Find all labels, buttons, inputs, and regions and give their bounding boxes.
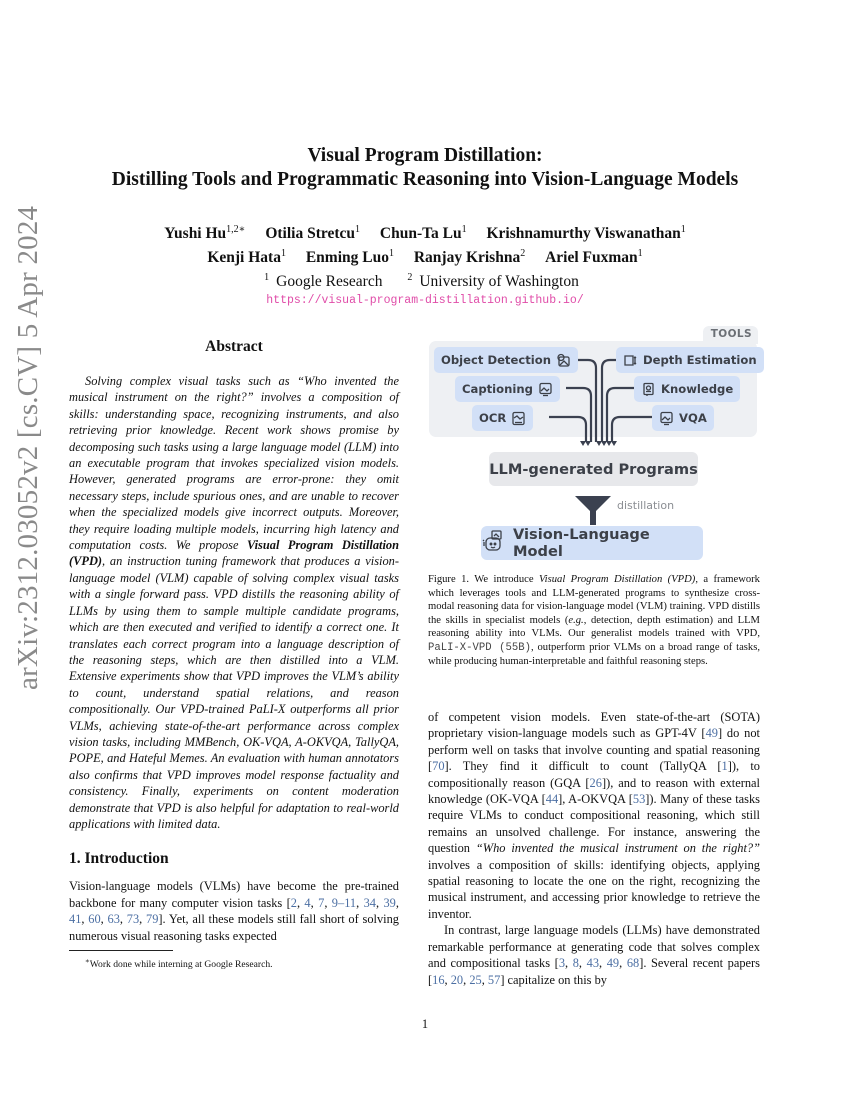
citation-link[interactable]: 44: [545, 792, 559, 807]
affiliation: $^1$ Google Research: [264, 272, 383, 290]
tool-chip-vqa: VQA: [652, 405, 714, 431]
object-detection-icon: [556, 353, 571, 368]
abstract-heading: Abstract: [205, 338, 263, 355]
author: Chun-Ta Lu$^1$: [379, 224, 467, 242]
citation-link[interactable]: 4: [304, 895, 311, 910]
connector-depth: [602, 360, 618, 442]
citation-link[interactable]: 3: [558, 956, 566, 971]
paper-header: [0, 144, 850, 307]
citation-link[interactable]: 41: [69, 912, 82, 927]
citation-link[interactable]: 63: [107, 912, 120, 927]
page-number: 1: [421, 1017, 429, 1031]
author: Krishnamurthy Viswanathan$^1$: [486, 224, 686, 242]
abstract-text: Solving complex visual tasks such as “Who invented the musical instrument on the right?” involves a composition of skills: understanding space, recognizing instruments, and also retrieving prior knowledge. Recent work shows promise by decomposing such tasks using a large language model (LLM) into an executable program that invokes specialized vision models. However, generated programs are error-prone: they omit necessary steps, include spurious ones, and are unable to recover when the specialized models give incorrect outputs. Moreover, they require loading multiple models, incurring high latency and computation costs. We propose Visual Program Distillation (VPD), an instruction tuning framework that produces a vision-language model (VLM) capable of solving complex visual tasks with a single forward pass. VPD distills the reasoning ability of LLMs by using them to sample multiple candidate programs, which are then executed and verified to identify a correct one. It translates each correct program into a language description of the reasoning steps, which are then distilled into a VLM. Extensive experiments show that VPD improves the VLM’s ability to count, understand spatial relations, and reason compositionally. Our VPD-trained PaLI-X outperforms all prior VLMs, achieving state-of-the-art performance across complex vision tasks, including MMBench, OK-VQA, A-OKVQA, TallyQA, POPE, and Hateful Memes. An evaluation with human annotators also confirms that VPD improves model response factuality and consistency. Finally, experiments on content moderation demonstrate that VPD is also helpful for adaptation to real-world applications with limited data.: [69, 374, 399, 831]
author-row-2: [0, 244, 850, 268]
vision-language-model-box: Vision-Language Model: [481, 526, 703, 560]
citation-link[interactable]: 9–11: [331, 895, 357, 910]
citation-link[interactable]: 16: [432, 972, 445, 987]
affiliations: [0, 268, 850, 291]
citation-link[interactable]: 2: [290, 895, 297, 910]
author: Kenji Hata$^1$: [207, 248, 286, 266]
author-list: [0, 220, 850, 268]
paper-title: [0, 144, 850, 192]
author: Ranjay Krishna$^2$: [413, 248, 526, 266]
citation-link[interactable]: 7: [318, 895, 325, 910]
captioning-icon: [538, 382, 553, 397]
citation-link[interactable]: 1: [721, 759, 728, 774]
citation-link[interactable]: 39: [383, 895, 396, 910]
title-line-2: Distilling Tools and Programmatic Reasoning into Vision-Language Models: [111, 169, 739, 190]
title-line-1: Visual Program Distillation:: [307, 145, 543, 166]
citation-link[interactable]: 25: [469, 972, 482, 987]
tool-chip-ocr: OCR: [472, 405, 533, 431]
tool-chip-captioning: Captioning: [455, 376, 560, 402]
arxiv-identifier-stamp: arXiv:2312.03052v2 [cs.CV] 5 Apr 2024: [12, 205, 44, 690]
robot-icon: [481, 530, 505, 556]
citation-link[interactable]: 73: [126, 912, 140, 927]
model-name: PaLI-X-VPD (55B): [428, 641, 531, 654]
citation-link[interactable]: 79: [146, 912, 159, 927]
connector-captioning: [566, 388, 591, 442]
footnote-divider: [69, 950, 173, 951]
author-row-1: [0, 220, 850, 244]
section-heading-introduction: 1. Introduction: [69, 850, 169, 868]
citation-link[interactable]: 43: [586, 956, 600, 971]
right-column-text: [428, 709, 760, 988]
footnote: ∗Work done while interning at Google Research.: [85, 957, 273, 971]
tool-chip-depth-estimation: Depth Estimation: [616, 347, 764, 373]
intro-paragraph: Vision-language models (VLMs) have become the pre-trained backbone for many computer vision tasks [2, 4, 7, 9–11, 34, 39, 41, 60, 63, 73, 79]. Yet, all these models still fall short of solving numerous visual reasoning tasks expected: [69, 879, 399, 943]
citation-link[interactable]: 34: [363, 895, 376, 910]
citation-link[interactable]: 20: [450, 972, 464, 987]
citation-link[interactable]: 70: [432, 759, 445, 774]
author: Enming Luo$^1$: [305, 248, 394, 266]
ocr-icon: [511, 411, 526, 426]
affiliation: $^2$ University of Washington: [407, 272, 579, 290]
distillation-label: distillation: [617, 499, 675, 512]
tool-chip-knowledge: Knowledge: [634, 376, 740, 402]
figure-1-diagram: [428, 322, 760, 567]
connector-ocr: [549, 417, 586, 442]
left-column: [69, 338, 399, 971]
author: Otilia Stretcu$^1$: [265, 224, 361, 242]
citation-link[interactable]: 49: [705, 726, 718, 741]
citation-link[interactable]: 53: [632, 792, 646, 807]
figure-1-caption: Figure 1. We introduce Visual Program Distillation (VPD), a framework which leverages tools and LLM-generated programs to synthesize cross-modal reasoning data for vision-language model (VLM) training. VPD distills the skills in specialist models (e.g., detection, depth estimation) and LLM reasoning ability into VLMs. Our generalist models trained with VPD, PaLI-X-VPD (55B), outperform prior VLMs on a broad range of tasks, while producing human-interpretable and faithful reasoning steps.: [428, 574, 760, 667]
author: Yushi $Hu^{1,2∗}$: [164, 224, 246, 242]
citation-link[interactable]: 26: [589, 775, 602, 790]
citation-link[interactable]: 57: [487, 972, 501, 987]
intro-paragraph-continued: of competent vision models. Even state-of-the-art (SOTA) proprietary vision-language models such as GPT-4V [49] do not perform well on tasks that involve counting and spatial reasoning [70]. They find it difficult to count (TallyQA [1]), to compositionally reason (GQA [26]), and to reason with external knowledge (OK-VQA [44], A-OKVQA [53]). Many of these tasks require VLMs to conduct compositional reasoning, which still remains an unsolved challenge. For instance, answering the question “Who invented the musical instrument on the right?” involves a composition of skills: identifying objects, applying spatial reasoning to locate the one on the right, recognizing the musical instrument, and accessing prior knowledge to retrieve the inventor.: [428, 710, 761, 921]
funnel-icon: [574, 494, 612, 526]
method-name: Visual Program Distillation (VPD): [69, 538, 399, 569]
knowledge-icon: [641, 382, 656, 397]
depth-icon: [623, 353, 638, 368]
connector-vqa: [612, 417, 652, 442]
citation-list: 2, 4, 7, 9–11, 34, 39, 41, 60, 63, 73, 79: [69, 895, 399, 927]
quoted-question: “Who invented the musical instrument on the right?”: [475, 841, 760, 856]
citation-link[interactable]: 49: [606, 956, 620, 971]
citation-link[interactable]: 8: [572, 956, 579, 971]
author: Ariel Fuxman$^1$: [545, 248, 643, 266]
citation-link[interactable]: 68: [626, 956, 640, 971]
vqa-icon: [659, 411, 674, 426]
project-url-link[interactable]: https://visual-program-distillation.github.io/: [266, 294, 584, 307]
llm-generated-programs-box: LLM-generated Programs: [489, 452, 698, 486]
tools-label: TOOLS: [703, 326, 758, 344]
citation-link[interactable]: 60: [88, 912, 101, 927]
intro-paragraph-2: In contrast, large language models (LLMs) have demonstrated remarkable performance at generating code that solves complex and compositional tasks [3, 8, 43, 49, 68]. Several recent papers [16, 20, 25, 57] capitalize on this by: [428, 923, 760, 987]
tool-chip-object-detection: Object Detection: [434, 347, 578, 373]
